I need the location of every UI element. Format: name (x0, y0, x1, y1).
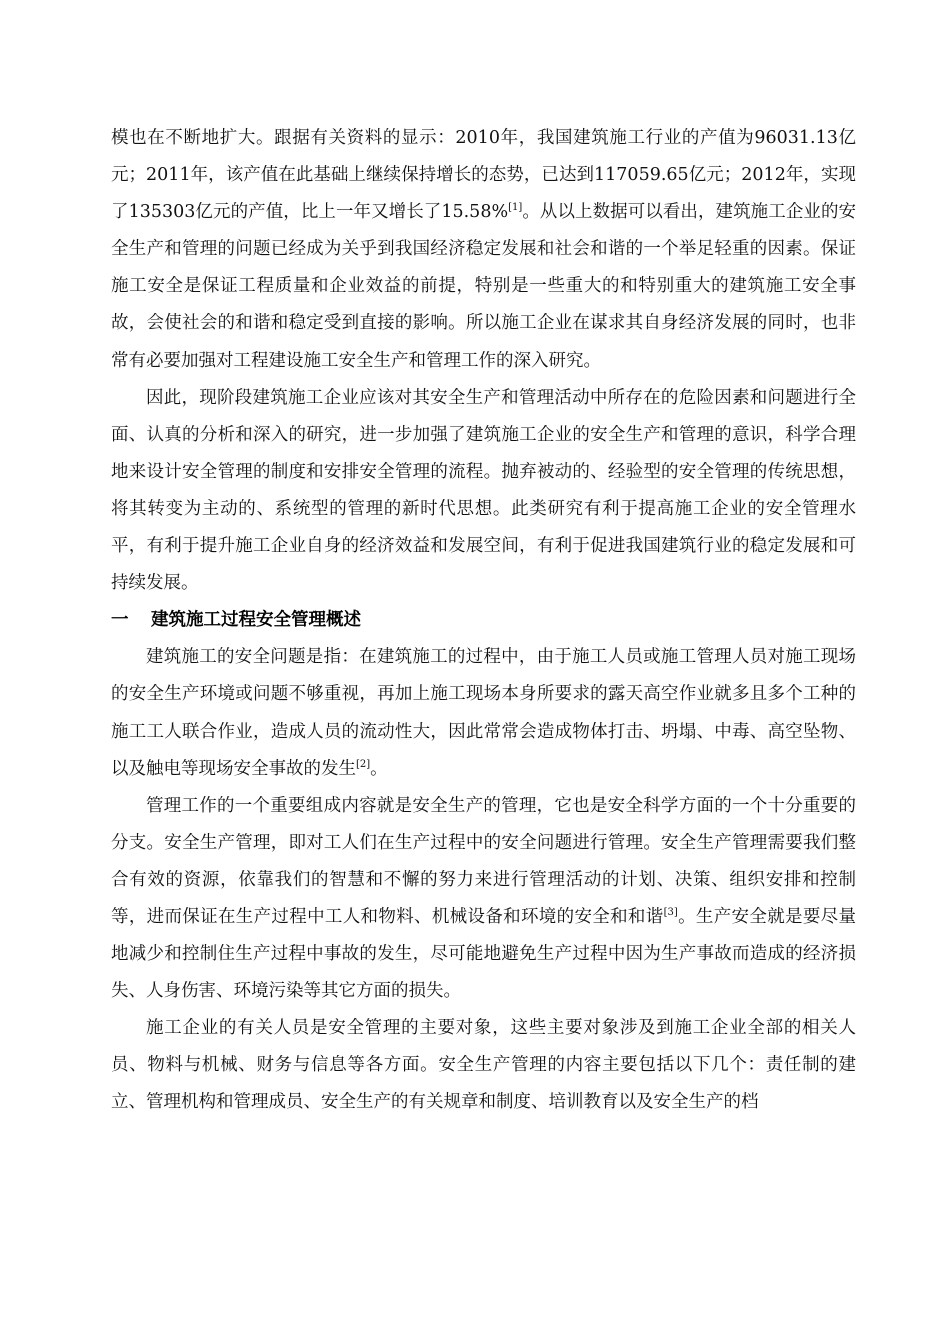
section-title: 建筑施工过程安全管理概述 (151, 610, 361, 631)
paragraph-text: 模也在不断地扩大。跟据有关资料的显示：2010年，我国建筑施工行业的产值为96031.13亿元；2011年，该产值在此基础上继续保持增长的态势，已达到117059.65亿元；2012年，实现了135303亿元的产值，比上一年又增长了15.58% (111, 128, 856, 223)
paragraph-text: 。 (370, 758, 388, 779)
citation-ref-3[interactable]: [3] (663, 906, 678, 918)
paragraph-safety-definition (111, 639, 856, 787)
document-page (111, 120, 856, 1122)
paragraph-text: 因此，现阶段建筑施工企业应该对其安全生产和管理活动中所存在的危险因素和问题进行全面、认真的分析和深入的研究，进一步加强了建筑施工企业的安全生产和管理的意识，科学合理地来设计安全管理的制度和安排安全管理的流程。抛弃被动的、经验型的安全管理的传统思想，将其转变为主动的、系统型的管理的新时代思想。此类研究有利于提高施工企业的安全管理水平，有利于提升施工企业自身的经济效益和发展空间，有利于促进我国建筑行业的稳定发展和可持续发展。 (111, 387, 856, 594)
section-heading (111, 602, 856, 639)
paragraph-text: 建筑施工的安全问题是指：在建筑施工的过程中，由于施工人员或施工管理人员对施工现场的安全生产环境或问题不够重视，再加上施工现场本身所要求的露天高空作业就多且多个工种的施工工人联合作业，造成人员的流动性大，因此常常会造成物体打击、坍塌、中毒、高空坠物、以及触电等现场安全事故的发生 (111, 647, 856, 779)
paragraph-text: 施工企业的有关人员是安全管理的主要对象，这些主要对象涉及到施工企业全部的相关人员、物料与机械、财务与信息等各方面。安全生产管理的内容主要包括以下几个：责任制的建立、管理机构和管理成员、安全生产的有关规章和制度、培训教育以及安全生产的档 (111, 1018, 856, 1113)
paragraph-continuation (111, 120, 856, 380)
citation-ref-2[interactable]: [2] (356, 758, 371, 770)
section-number: 一 (111, 610, 129, 631)
paragraph-management-objects (111, 1010, 856, 1121)
paragraph-text: 管理工作的一个重要组成内容就是安全生产的管理，它也是安全科学方面的一个十分重要的分支。安全生产管理，即对工人们在生产过程中的安全问题进行管理。安全生产管理需要我们整合有效的资源，依靠我们的智慧和不懈的努力来进行管理活动的计划、决策、组织安排和控制等，进而保证在生产过程中工人和物料、机械设备和环境的安全和和谐 (111, 795, 856, 927)
paragraph-text: 。从以上数据可以看出，建筑施工企业的安全生产和管理的问题已经成为关乎到我国经济稳定发展和社会和谐的一个举足轻重的因素。保证施工安全是保证工程质量和企业效益的前提，特别是一些重大的和特别重大的建筑施工安全事故，会使社会的和谐和稳定受到直接的影响。所以施工企业在谋求其自身经济发展的同时，也非常有必要加强对工程建设施工安全生产和管理工作的深入研究。 (111, 202, 857, 371)
paragraph-management (111, 788, 856, 1011)
paragraph-text: 。生产安全就是要尽量地减少和控制住生产过程中事故的发生，尽可能地避免生产过程中因为生产事故而造成的经济损失、人身伤害、环境污染等其它方面的损失。 (111, 906, 857, 1002)
paragraph-significance (111, 380, 856, 603)
citation-ref-1[interactable]: [1] (508, 202, 523, 214)
